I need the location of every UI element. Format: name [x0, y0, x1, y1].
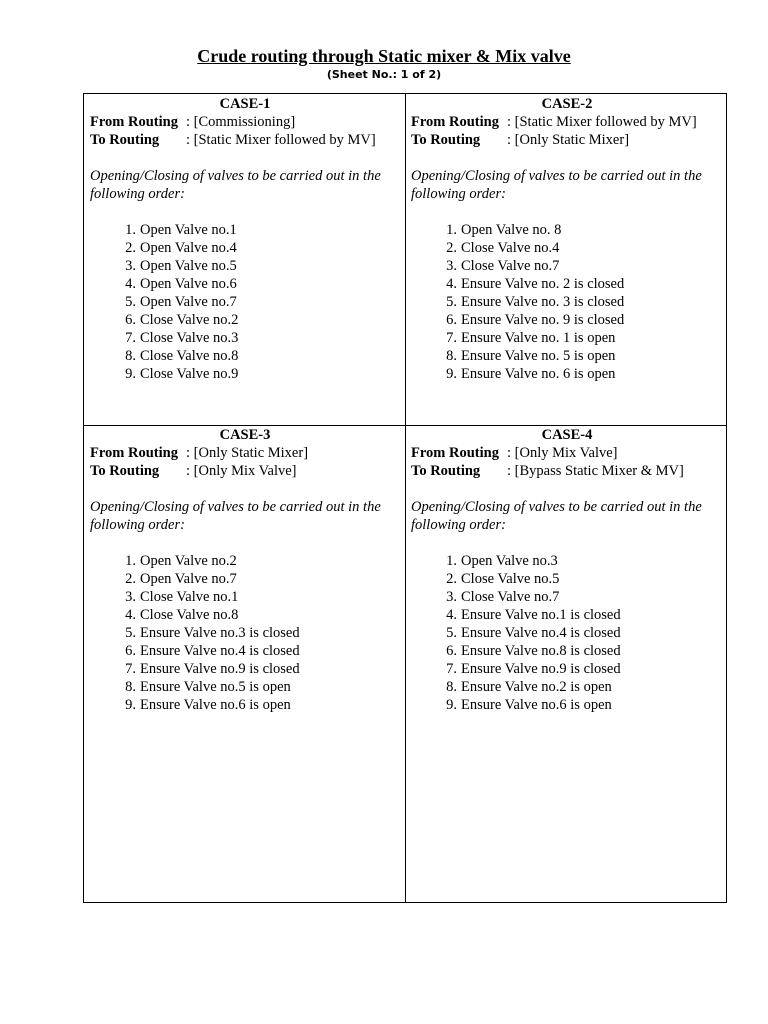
step-text: Close Valve no.2: [140, 312, 239, 328]
step-text: Open Valve no.4: [140, 240, 237, 256]
step-text: Ensure Valve no. 5 is open: [461, 348, 616, 364]
list-item: [411, 606, 723, 624]
step-text: Ensure Valve no.8 is closed: [461, 643, 621, 659]
list-item: [90, 365, 400, 383]
list-item: [90, 552, 400, 570]
step-text: Open Valve no.7: [140, 571, 237, 587]
list-item: [90, 588, 400, 606]
step-number: 9.: [446, 697, 457, 713]
list-item: [411, 696, 723, 714]
step-number: 3.: [125, 589, 136, 605]
routing-separator: :: [507, 463, 512, 479]
step-number: 8.: [125, 679, 136, 695]
from-routing-row: [411, 444, 723, 462]
step-text: Close Valve no.8: [140, 348, 239, 364]
to-routing-label: To Routing: [90, 132, 160, 148]
from-routing-label: From Routing: [90, 445, 178, 461]
list-item: [411, 329, 723, 347]
from-routing-value: [Only Static Mixer]: [193, 445, 309, 461]
routing-separator: :: [186, 463, 191, 479]
step-text: Ensure Valve no.1 is closed: [461, 607, 621, 623]
step-number: 5.: [125, 625, 136, 641]
step-number: 9.: [125, 366, 136, 382]
step-number: 8.: [125, 348, 136, 364]
routing-separator: :: [186, 445, 191, 461]
step-number: 7.: [125, 661, 136, 677]
from-routing-value: [Commissioning]: [193, 114, 296, 130]
step-text: Ensure Valve no. 6 is open: [461, 366, 616, 382]
step-number: 1.: [125, 553, 136, 569]
step-number: 4.: [446, 607, 457, 623]
list-item: [411, 588, 723, 606]
list-item: [411, 293, 723, 311]
list-item: [411, 552, 723, 570]
step-number: 5.: [125, 294, 136, 310]
to-routing-value: [Static Mixer followed by MV]: [193, 132, 376, 148]
step-text: Ensure Valve no.2 is open: [461, 679, 612, 695]
step-text: Close Valve no.8: [140, 607, 239, 623]
instruction-text: Opening/Closing of valves to be carried out in the following order:: [90, 499, 381, 533]
step-text: Ensure Valve no. 2 is closed: [461, 276, 625, 292]
from-routing-row: [90, 444, 400, 462]
step-number: 7.: [446, 330, 457, 346]
to-routing-row: [90, 462, 400, 480]
step-number: 7.: [446, 661, 457, 677]
from-routing-value: [Only Mix Valve]: [514, 445, 618, 461]
to-routing-value: [Only Static Mixer]: [514, 132, 630, 148]
to-routing-label: To Routing: [411, 132, 481, 148]
step-text: Ensure Valve no. 1 is open: [461, 330, 616, 346]
from-routing-row: [411, 113, 723, 131]
step-number: 7.: [125, 330, 136, 346]
document-title: Crude routing through Static mixer & Mix valve: [197, 46, 571, 66]
step-number: 1.: [446, 222, 457, 238]
step-text: Close Valve no.5: [461, 571, 560, 587]
step-text: Open Valve no.3: [461, 553, 558, 569]
step-list: [90, 221, 400, 383]
to-routing-value: [Only Mix Valve]: [193, 463, 297, 479]
list-item: [90, 347, 400, 365]
step-text: Open Valve no. 8: [461, 222, 562, 238]
step-number: 5.: [446, 294, 457, 310]
step-text: Ensure Valve no.4 is closed: [140, 643, 300, 659]
case-title: CASE-4: [541, 427, 593, 443]
cases-table: [83, 93, 727, 903]
list-item: [411, 365, 723, 383]
step-list: [90, 552, 400, 714]
routing-separator: :: [186, 132, 191, 148]
step-number: 5.: [446, 625, 457, 641]
list-item: [411, 642, 723, 660]
list-item: [90, 606, 400, 624]
case-cell-3: [90, 426, 400, 714]
step-text: Close Valve no.7: [461, 589, 560, 605]
step-text: Open Valve no.5: [140, 258, 237, 274]
step-number: 2.: [125, 571, 136, 587]
instruction-text: Opening/Closing of valves to be carried out in the following order:: [411, 168, 702, 202]
to-routing-label: To Routing: [411, 463, 481, 479]
step-text: Ensure Valve no.4 is closed: [461, 625, 621, 641]
instruction-text: Opening/Closing of valves to be carried out in the following order:: [90, 168, 381, 202]
list-item: [90, 660, 400, 678]
step-list: [411, 221, 723, 383]
to-routing-row: [411, 131, 723, 149]
table-vertical-divider: [405, 94, 406, 902]
step-number: 2.: [446, 240, 457, 256]
routing-separator: :: [186, 114, 191, 130]
from-routing-label: From Routing: [90, 114, 178, 130]
list-item: [90, 221, 400, 239]
step-text: Close Valve no.7: [461, 258, 560, 274]
step-number: 9.: [125, 697, 136, 713]
step-number: 8.: [446, 348, 457, 364]
step-number: 6.: [125, 312, 136, 328]
from-routing-value: [Static Mixer followed by MV]: [514, 114, 697, 130]
list-item: [90, 329, 400, 347]
list-item: [411, 678, 723, 696]
list-item: [411, 221, 723, 239]
step-number: 4.: [125, 607, 136, 623]
step-text: Open Valve no.2: [140, 553, 237, 569]
step-number: 3.: [446, 589, 457, 605]
list-item: [411, 624, 723, 642]
list-item: [411, 311, 723, 329]
list-item: [90, 275, 400, 293]
step-text: Close Valve no.1: [140, 589, 239, 605]
step-text: Open Valve no.6: [140, 276, 237, 292]
case-title: CASE-2: [541, 96, 593, 112]
list-item: [411, 660, 723, 678]
list-item: [411, 347, 723, 365]
from-routing-label: From Routing: [411, 114, 499, 130]
to-routing-row: [411, 462, 723, 480]
list-item: [411, 570, 723, 588]
to-routing-label: To Routing: [90, 463, 160, 479]
case-title: CASE-1: [219, 96, 271, 112]
step-number: 2.: [125, 240, 136, 256]
step-text: Ensure Valve no.5 is open: [140, 679, 291, 695]
step-number: 6.: [125, 643, 136, 659]
list-item: [411, 257, 723, 275]
step-number: 1.: [125, 222, 136, 238]
list-item: [90, 696, 400, 714]
step-number: 3.: [125, 258, 136, 274]
from-routing-row: [90, 113, 400, 131]
case-cell-4: [411, 426, 723, 714]
list-item: [90, 311, 400, 329]
instruction-text: Opening/Closing of valves to be carried out in the following order:: [411, 499, 702, 533]
to-routing-value: [Bypass Static Mixer & MV]: [514, 463, 684, 479]
step-text: Close Valve no.3: [140, 330, 239, 346]
step-text: Ensure Valve no.6 is open: [140, 697, 291, 713]
step-number: 6.: [446, 312, 457, 328]
step-number: 3.: [446, 258, 457, 274]
step-number: 9.: [446, 366, 457, 382]
list-item: [90, 642, 400, 660]
step-text: Ensure Valve no. 9 is closed: [461, 312, 625, 328]
to-routing-row: [90, 131, 400, 149]
step-number: 2.: [446, 571, 457, 587]
step-text: Ensure Valve no.9 is closed: [461, 661, 621, 677]
step-text: Open Valve no.7: [140, 294, 237, 310]
step-list: [411, 552, 723, 714]
list-item: [411, 275, 723, 293]
routing-separator: :: [507, 132, 512, 148]
step-number: 4.: [125, 276, 136, 292]
list-item: [90, 570, 400, 588]
step-text: Ensure Valve no.3 is closed: [140, 625, 300, 641]
step-text: Open Valve no.1: [140, 222, 237, 238]
step-number: 6.: [446, 643, 457, 659]
step-text: Close Valve no.4: [461, 240, 560, 256]
routing-separator: :: [507, 114, 512, 130]
step-number: 4.: [446, 276, 457, 292]
list-item: [411, 239, 723, 257]
step-text: Ensure Valve no.6 is open: [461, 697, 612, 713]
step-text: Ensure Valve no.9 is closed: [140, 661, 300, 677]
from-routing-label: From Routing: [411, 445, 499, 461]
list-item: [90, 678, 400, 696]
step-number: 1.: [446, 553, 457, 569]
sheet-number: (Sheet No.: 1 of 2): [326, 68, 442, 81]
step-text: Close Valve no.9: [140, 366, 239, 382]
routing-separator: :: [507, 445, 512, 461]
step-number: 8.: [446, 679, 457, 695]
case-title: CASE-3: [219, 427, 271, 443]
list-item: [90, 293, 400, 311]
case-cell-1: [90, 95, 400, 383]
case-cell-2: [411, 95, 723, 383]
list-item: [90, 624, 400, 642]
list-item: [90, 257, 400, 275]
step-text: Ensure Valve no. 3 is closed: [461, 294, 625, 310]
list-item: [90, 239, 400, 257]
